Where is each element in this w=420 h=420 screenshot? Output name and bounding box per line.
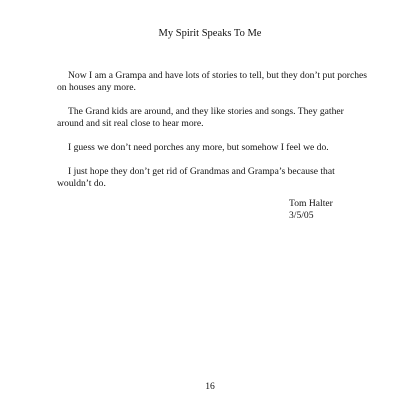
document-title: My Spirit Speaks To Me bbox=[158, 28, 262, 39]
page-number: 16 bbox=[205, 381, 215, 392]
paragraph-2: The Grand kids are around, and they like stories and songs. They gather around and sit real close to hear more. bbox=[57, 106, 344, 129]
paragraph-3: I guess we don’t need porches any more, but somehow I feel we do. bbox=[68, 142, 329, 153]
signature-date: 3/5/05 bbox=[289, 210, 314, 221]
paragraph-1: Now I am a Grampa and have lots of stories to tell, but they don’t put porches on houses any more. bbox=[57, 70, 368, 93]
paragraph-4: I just hope they don’t get rid of Grandmas and Grampa’s because that wouldn’t do. bbox=[57, 166, 335, 189]
signature-block bbox=[289, 198, 333, 222]
author-name: Tom Halter bbox=[289, 198, 333, 209]
document-body bbox=[57, 70, 371, 202]
